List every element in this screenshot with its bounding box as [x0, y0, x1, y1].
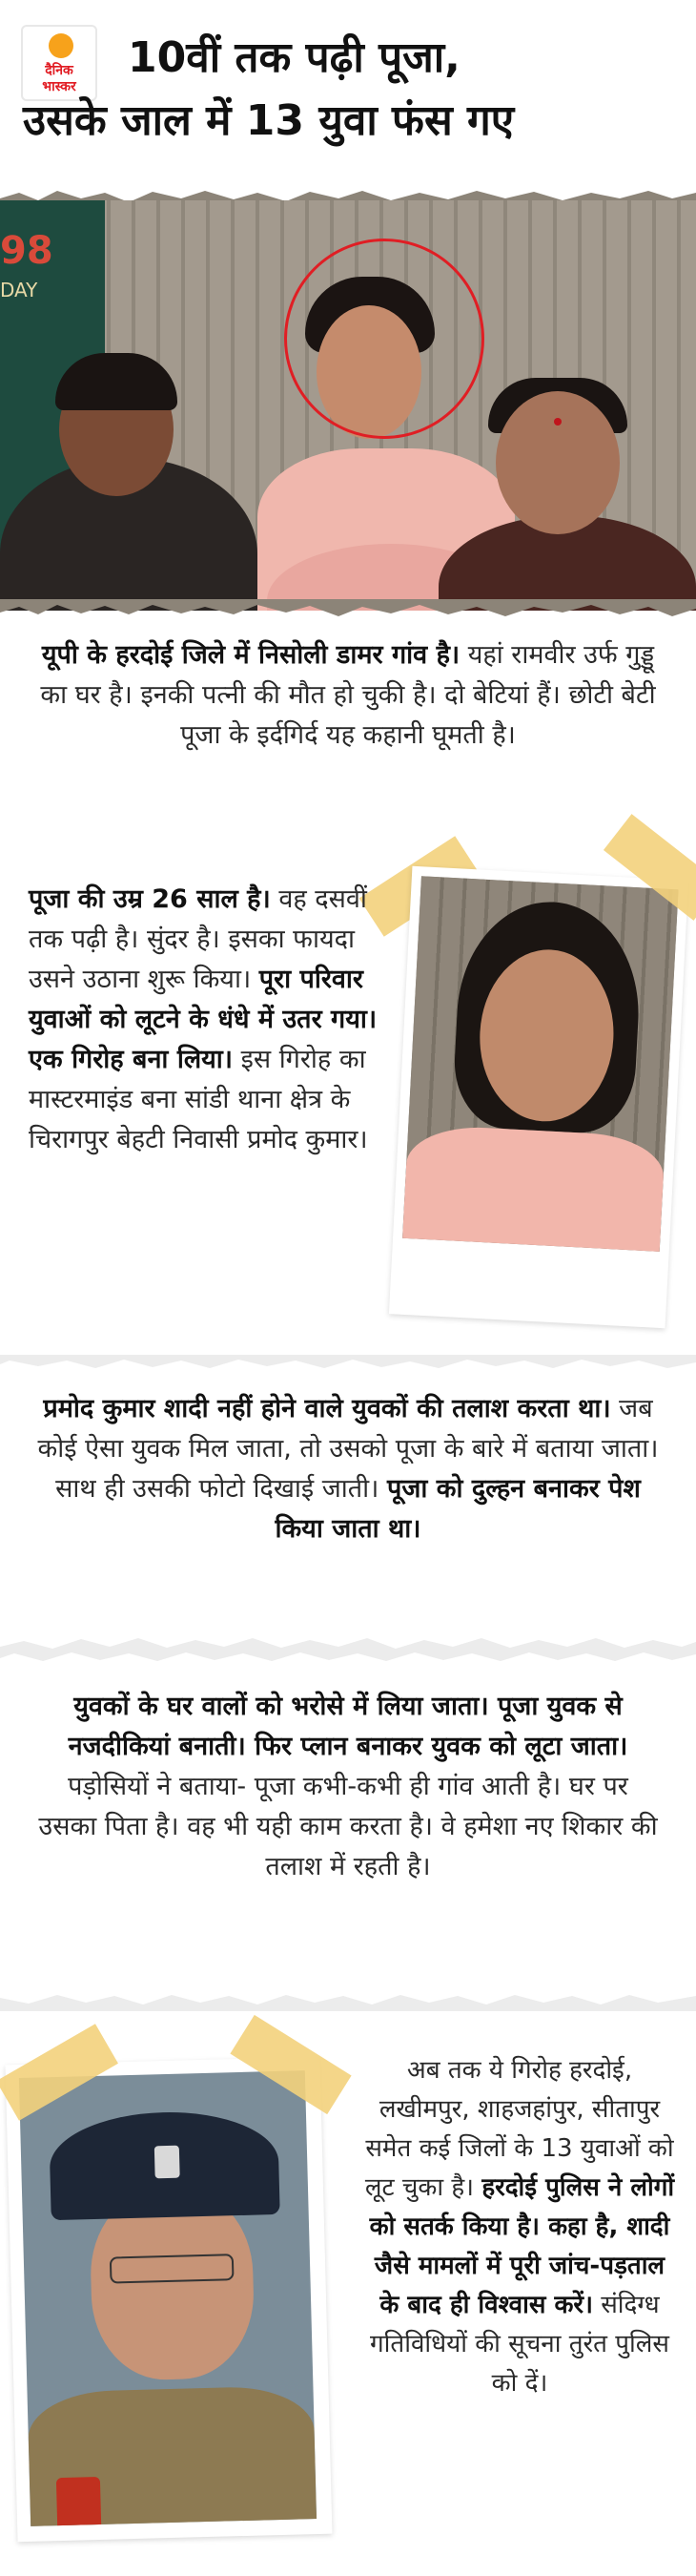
- logo-line-2: भास्कर: [42, 79, 76, 94]
- intro-text: यहां रामवीर उर्फ गुड्डू का घर है। इनकी पत्नी की मौत हो चुकी है। दो बेटियां हैं। छोटी बेटी पूजा के इर्दगिर्द यह कहानी घूमती है।: [40, 640, 656, 750]
- police-officer-polaroid-photo: [6, 2057, 333, 2542]
- pooja-age-bold: पूजा की उम्र 26 साल है।: [29, 884, 271, 914]
- family-photo: [0, 200, 696, 611]
- intro-paragraph: [38, 635, 658, 756]
- pooja-portrait: [402, 876, 679, 1252]
- loot-bold: युवकों के घर वालों को भरोसे में लिया जाता। पूजा युवक से नजदीकियां बनाती। फिर प्लान बनाकर युवक को लूटा जाता।: [68, 1692, 628, 1761]
- sign-word: DAY: [0, 279, 38, 301]
- logo-line-1: दैनिक: [45, 63, 73, 78]
- pramod-bold: प्रमोद कुमार शादी नहीं होने वाले युवकों की तलाश करता था।: [43, 1394, 611, 1423]
- pooja-age-text: वह दसवीं तक पढ़ी है। सुंदर है। इसका फायदा उसने उठाना शुरू किया।: [29, 884, 367, 994]
- family-gang-bold: पूरा परिवार युवाओं को लूटने के धंधे में उतर गया। एक गिरोह बना लिया।: [29, 965, 378, 1074]
- woman-right-face: [496, 391, 620, 534]
- districts-text: अब तक ये गिरोह हरदोई, लखीमपुर, शाहजहांपुर, सीतापुर समेत कई जिलों के 13 युवाओं को लूट चुका है।: [364, 2056, 674, 2202]
- police-warning-paragraph: [362, 2051, 677, 2403]
- title-line-2: उसके जाल में 13 युवा फंस गए: [23, 96, 515, 145]
- sign-number: 98: [0, 229, 53, 273]
- officer-glasses: [110, 2254, 235, 2283]
- highlight-circle: [284, 239, 484, 439]
- pramod-text: जब कोई ऐसा युवक मिल जाता, तो उसको पूजा के बारे में बताया जाता। साथ ही उसकी फोटो दिखाई जाती।: [37, 1394, 659, 1504]
- neighbours-text: पड़ोसियों ने बताया- पूजा कभी-कभी ही गांव आती है। घर पर उसका पिता है। वह भी यही काम करता है। वे हमेशा नए शिकार की तलाश में रहती है।: [38, 1772, 658, 1881]
- report-suspicious-text: संदिग्ध गतिविधियों की सूचना तुरंत पुलिस को दें।: [370, 2291, 669, 2398]
- cap-badge-icon: [154, 2146, 180, 2179]
- title-line-1: 10वीं तक पढ़ी पूजा,: [128, 33, 461, 82]
- intro-bold-text: यूपी के हरदोई जिले में निसोली डामर गांव है।: [41, 640, 461, 670]
- shoulder-patch-icon: [56, 2477, 101, 2526]
- torn-paper-edge: [0, 599, 696, 622]
- bindi-mark: [554, 418, 562, 426]
- torn-paper-divider: [0, 1355, 696, 1374]
- pramod-paragraph: [33, 1389, 663, 1549]
- loot-paragraph: [38, 1687, 658, 1887]
- mastermind-text: इस गिरोह का मास्टरमाइंड बना सांडी थाना क्षेत्र के चिरागपुर बेहटी निवासी प्रमोद कुमार।: [29, 1045, 368, 1154]
- torn-paper-divider: [0, 1633, 696, 1666]
- pooja-polaroid-photo: [389, 866, 688, 1329]
- pooja-age-paragraph: [29, 880, 391, 1160]
- header: [0, 0, 696, 191]
- police-warning-bold: हरदोई पुलिस ने लोगों को सतर्क किया है। कहा है, शादी जैसे मामलों में पूरी जांच-पड़ताल के बाद ही विश्वास करें।: [369, 2173, 675, 2319]
- sun-icon: [49, 33, 73, 58]
- bride-bold: पूजा को दुल्हन बनाकर पेश किया जाता था।: [275, 1474, 641, 1544]
- police-officer-portrait: [19, 2070, 317, 2526]
- portrait-scarf: [402, 1124, 665, 1252]
- torn-paper-divider: [0, 1990, 696, 2011]
